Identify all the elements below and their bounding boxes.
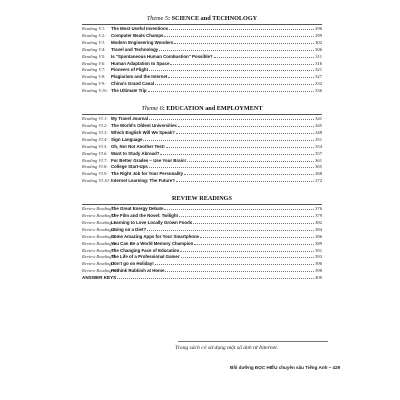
leader-dots: [149, 67, 314, 71]
theme-separator: :: [162, 105, 167, 113]
entry-label: Reading VI.2:: [82, 122, 108, 128]
entry-page: 365: [315, 164, 322, 170]
entry-title: Pioneers of Flight: [111, 67, 149, 73]
entry-page: 396: [315, 261, 322, 267]
toc-entry[interactable]: [82, 54, 322, 61]
entry-title: China's Grand Canal: [111, 81, 155, 87]
entry-title: Internet Learning: The Future?: [111, 178, 175, 184]
entry-title: The Great Energy Debate: [111, 206, 164, 212]
entry-page: 357: [315, 150, 322, 156]
entry-label: Reading VI.6:: [82, 150, 108, 156]
toc-entry[interactable]: [82, 88, 322, 95]
theme-title: SCIENCE and TECHNOLOGY: [171, 15, 258, 22]
theme-title: EDUCATION and EMPLOYMENT: [166, 105, 263, 113]
toc-entry[interactable]: [82, 206, 322, 213]
leader-dots: [149, 116, 314, 120]
entry-title: Is "Spontaneous Human Combustion" Possible?: [111, 53, 213, 59]
entry-page: 311: [315, 53, 322, 59]
toc-entry[interactable]: [82, 123, 322, 130]
entry-label: Review Reading 3:: [82, 219, 117, 225]
toc-entry[interactable]: [82, 171, 322, 178]
entry-page: 361: [315, 157, 322, 163]
entry-page: 372: [315, 178, 322, 184]
leader-dots: [169, 26, 314, 30]
theme5-list: [82, 26, 322, 95]
entry-title: The Life of a Professional Gamer: [111, 254, 180, 260]
entry-label: Review Reading 5:: [82, 233, 117, 239]
leader-dots: [149, 164, 314, 168]
toc-entry[interactable]: [82, 261, 322, 268]
entry-label: Reading VI.4:: [82, 136, 108, 142]
entry-label: Reading V.4:: [82, 46, 106, 52]
entry-page: 389: [315, 240, 322, 246]
entry-page: 321: [315, 67, 322, 73]
entry-label: Review Reading 1:: [82, 206, 117, 212]
entry-label: Reading VI.3:: [82, 129, 108, 135]
toc-entry[interactable]: [82, 234, 322, 241]
toc-entry[interactable]: [82, 144, 322, 151]
entry-label: Reading V.1:: [82, 26, 106, 31]
entry-label: Reading VI.1:: [82, 116, 108, 122]
toc-entry[interactable]: [82, 241, 322, 248]
entry-title: Oh, No! Not Another Test!: [111, 143, 165, 149]
leader-dots: [147, 227, 314, 231]
toc-entry[interactable]: [82, 33, 322, 40]
entry-page: 345: [315, 122, 322, 128]
entry-page: 299: [315, 32, 322, 38]
entry-page: 368: [315, 171, 322, 177]
entry-page: 351: [315, 136, 322, 142]
entry-title: Plagiarism and the Internet: [111, 74, 168, 80]
entry-title: Sign Language: [111, 136, 143, 142]
leader-dots: [155, 261, 314, 265]
toc-entry[interactable]: [82, 130, 322, 137]
entry-title: For Better Grades – Use Your Brain!: [111, 157, 186, 163]
toc-entry[interactable]: [82, 268, 322, 275]
entry-label: Reading V.5:: [82, 53, 106, 59]
entry-title: Don't go on Holiday!: [111, 261, 154, 267]
review-title: REVIEW READINGS: [172, 195, 232, 203]
toc-entry[interactable]: [82, 67, 322, 74]
footer-page-line: Bồi dưỡng ĐỌC HIỂU chuyên sâu Tiếng Anh – 429: [230, 365, 341, 370]
leader-dots: [194, 241, 314, 245]
entry-label: Reading V.8:: [82, 74, 106, 80]
entry-page: 386: [315, 233, 322, 239]
section-heading-theme6: [82, 104, 322, 113]
leader-dots: [165, 268, 314, 272]
leader-dots: [176, 130, 314, 134]
entry-page: 348: [315, 129, 322, 135]
theme-number: Theme 6: [141, 105, 163, 113]
leader-dots: [193, 220, 314, 224]
entry-page: 393: [315, 254, 322, 260]
section-rule: [82, 114, 322, 115]
entry-page: 327: [315, 74, 322, 80]
section-heading-theme5: [82, 14, 322, 23]
entry-label: Reading VI.7:: [82, 157, 108, 163]
toc-entry[interactable]: [82, 158, 322, 165]
entry-title: Modern Engineering Wonders: [111, 39, 174, 45]
leader-dots: [166, 144, 314, 148]
theme6-list: [82, 116, 322, 185]
entry-page: 376: [315, 206, 322, 212]
leader-dots: [143, 137, 314, 141]
leader-dots: [164, 206, 314, 210]
toc-entry[interactable]: [82, 47, 322, 54]
entry-label: Reading VI.10:: [82, 178, 111, 184]
footer-rule: [178, 341, 328, 342]
entry-page: 398: [315, 268, 322, 274]
leader-dots: [159, 47, 314, 51]
table-of-contents: [82, 14, 322, 282]
entry-label: Review Reading 9:: [82, 261, 117, 267]
section-heading-review: [82, 194, 322, 203]
entry-page: 384: [315, 226, 322, 232]
entry-label: Reading V.3:: [82, 39, 106, 45]
review-list: [82, 206, 322, 282]
entry-page: 379: [315, 213, 322, 219]
leader-dots: [187, 158, 314, 162]
entry-title: The Ultimate Trip: [111, 88, 147, 94]
leader-dots: [155, 81, 314, 85]
toc-entry[interactable]: [82, 220, 322, 227]
toc-entry[interactable]: [82, 74, 322, 81]
toc-entry[interactable]: [82, 116, 322, 123]
leader-dots: [176, 178, 314, 182]
toc-entry[interactable]: [82, 254, 322, 261]
entry-label: Reading V.9:: [82, 81, 106, 87]
entry-label: Review Reading 4:: [82, 226, 117, 232]
toc-entry[interactable]: [82, 137, 322, 144]
entry-title: Human Adaptation to Space: [111, 60, 170, 66]
toc-entry[interactable]: [82, 227, 322, 234]
entry-title: Travel and Technology: [111, 46, 159, 52]
entry-page: 332: [315, 81, 322, 87]
entry-title: Want to Study Abroad?: [111, 150, 160, 156]
leader-dots: [174, 40, 314, 44]
entry-page: 382: [315, 219, 322, 225]
entry-page: 296: [315, 26, 322, 31]
toc-entry[interactable]: [82, 40, 322, 47]
leader-dots: [117, 275, 314, 279]
entry-title: The Changing Face of Education: [111, 247, 180, 253]
entry-label: Reading VI.9:: [82, 171, 108, 177]
entry-label: Reading VI.5:: [82, 143, 108, 149]
entry-title: You Can Be a World Memory Champion: [111, 240, 194, 246]
footer-note: Trong sách có sử dụng một số ảnh từ Internet.: [175, 345, 279, 351]
entry-label: Review Reading 10:: [82, 268, 119, 274]
leader-dots: [184, 171, 314, 175]
leader-dots: [160, 151, 314, 155]
leader-dots: [178, 123, 314, 127]
toc-entry[interactable]: [82, 81, 322, 88]
entry-title: College Start-Ups: [111, 164, 148, 170]
entry-page: 336: [315, 88, 322, 94]
entry-label: Reading VI.8:: [82, 164, 108, 170]
entry-label: Review Reading 7:: [82, 247, 117, 253]
entry-title: Some Amazing Apps for Your Smartphone: [111, 233, 200, 239]
answer-keys-page: 400: [315, 275, 322, 281]
toc-entry[interactable]: [82, 178, 322, 185]
entry-page: 306: [315, 46, 322, 52]
entry-title: The Right Job for Your Personality: [111, 171, 184, 177]
toc-entry[interactable]: [82, 213, 322, 220]
leader-dots: [214, 54, 315, 58]
toc-entry[interactable]: [82, 151, 322, 158]
leader-dots: [181, 254, 315, 258]
leader-dots: [180, 248, 314, 252]
answer-keys-title: ANSWER KEYS: [82, 275, 117, 281]
entry-label: Review Reading 2:: [82, 213, 117, 219]
entry-label: Reading V.6:: [82, 60, 106, 66]
entry-page: 302: [315, 39, 322, 45]
entry-page: 391: [315, 247, 322, 253]
toc-entry[interactable]: [82, 26, 322, 33]
entry-title: The World's Oldest Universities: [111, 122, 177, 128]
theme-separator: :: [168, 15, 172, 22]
section-rule: [82, 204, 322, 205]
entry-page: 316: [315, 60, 322, 66]
entry-label: Reading V.2:: [82, 32, 106, 38]
entry-label: Review Reading 6:: [82, 240, 117, 246]
leader-dots: [148, 88, 314, 92]
entry-title: Computer Beats Champs: [111, 32, 164, 38]
entry-label: Review Reading 8:: [82, 254, 117, 260]
entry-title: Going on a Diet?: [111, 226, 147, 232]
entry-title: Learning to Love Locally Grown Foods: [111, 219, 193, 225]
entry-page: 354: [315, 143, 322, 149]
entry-page: 341: [315, 116, 322, 122]
section-rule: [82, 24, 322, 25]
entry-title: The Film and the Novel: Twilight: [111, 213, 178, 219]
entry-label: Reading V.10:: [82, 88, 108, 94]
toc-entry[interactable]: [82, 248, 322, 255]
toc-entry[interactable]: [82, 164, 322, 171]
entry-title: The Most Useful Inventions: [111, 26, 169, 31]
toc-entry[interactable]: [82, 61, 322, 68]
answer-keys-entry[interactable]: [82, 275, 322, 282]
leader-dots: [200, 234, 314, 238]
leader-dots: [168, 74, 314, 78]
leader-dots: [170, 61, 314, 65]
entry-title: Rethink Rubbish at Home: [111, 268, 165, 274]
entry-label: Reading V.7:: [82, 67, 106, 73]
leader-dots: [179, 213, 314, 217]
theme-number: Theme 5: [146, 15, 168, 22]
entry-title: Which English Will We Speak?: [111, 129, 175, 135]
leader-dots: [164, 33, 314, 37]
entry-title: My Travel Journal: [111, 116, 149, 122]
